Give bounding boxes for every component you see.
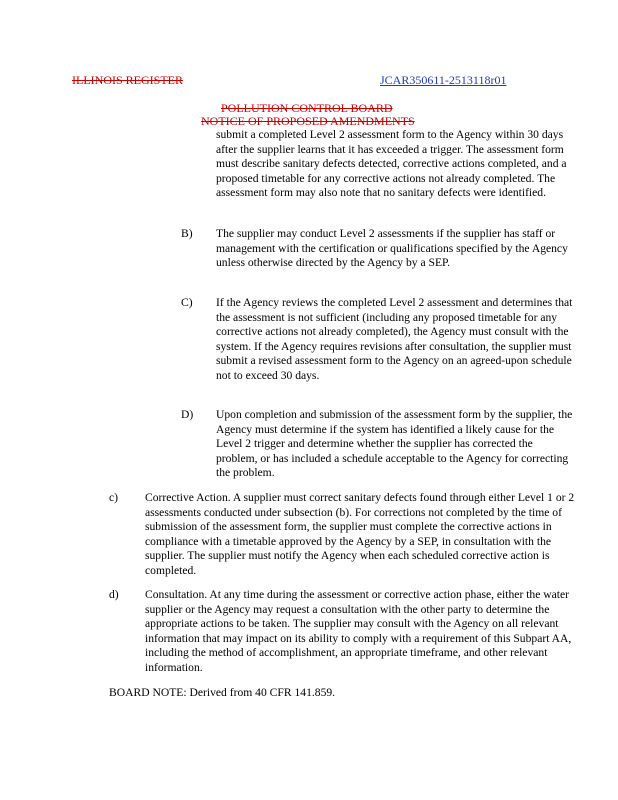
intro-paragraph: submit a completed Level 2 assessment form to the Agency within 30 days after the supplier learns that it has exceeded a trigger. The assessment form must describe sanitary defects detected, corrective actions completed, and a proposed timetable for any corrective actions not already completed. The assessment form may also note that no sanitary defects were identified. — [216, 128, 567, 200]
notice-title: NOTICE OF PROPOSED AMENDMENTS — [201, 114, 415, 128]
item-label-d: d) — [109, 588, 119, 601]
register-title: ILLINOIS REGISTER — [72, 73, 183, 87]
subitem-text-c: If the Agency reviews the completed Level 2 assessment and determines that the assessment is not sufficient (including any proposed timetable for any corrective actions not already completed), the Agency must consult with the system. If the Agency requires revisions after consultation, the supplier must submit a revised assessment form to the Agency on an agreed-upon schedule not to exceed 30 days. — [216, 296, 573, 382]
subitem-label-b: B) — [181, 227, 193, 240]
subitem-text-d: Upon completion and submission of the assessment form by the supplier, the Agency must determine if the system has identified a likely cause for the Level 2 trigger and determine whether the supplier has corrected the problem, or has included a schedule acceptable to the Agency for correcting the problem. — [216, 408, 573, 480]
subitem-label-d: D) — [181, 408, 194, 421]
item-label-c: c) — [109, 491, 119, 504]
jcar-reference-link[interactable]: JCAR350611-2513118r01 — [380, 73, 507, 87]
subitem-text-b: The supplier may conduct Level 2 assessments if the supplier has staff or management with the certification or qualifications specified by the Agency unless otherwise directed by the Agency by a SEP. — [216, 227, 568, 270]
item-text-c: Corrective Action. A supplier must correct sanitary defects found through either Level 1 or 2 assessments conducted under subsection (b). For corrections not completed by the time of submission of the assessment form, the supplier must complete the corrective actions in compliance with a timetable approved by the Agency by a SEP, in consultation with the supplier. The supplier must notify the Agency when each scheduled corrective action is completed. — [145, 491, 575, 577]
item-text-d: Consultation. At any time during the assessment or corrective action phase, either the water supplier or the Agency may request a consultation with the other party to determine the appropriate actions to be taken. The supplier may consult with the Agency on all relevant information that may impact on its ability to comply with a requirement of this Subpart AA, including the method of accomplishment, an appropriate timeframe, and other relevant information. — [145, 588, 572, 674]
subitem-label-c: C) — [181, 296, 193, 309]
board-name: POLLUTION CONTROL BOARD — [221, 101, 393, 115]
board-note: BOARD NOTE: Derived from 40 CFR 141.859. — [109, 686, 336, 699]
